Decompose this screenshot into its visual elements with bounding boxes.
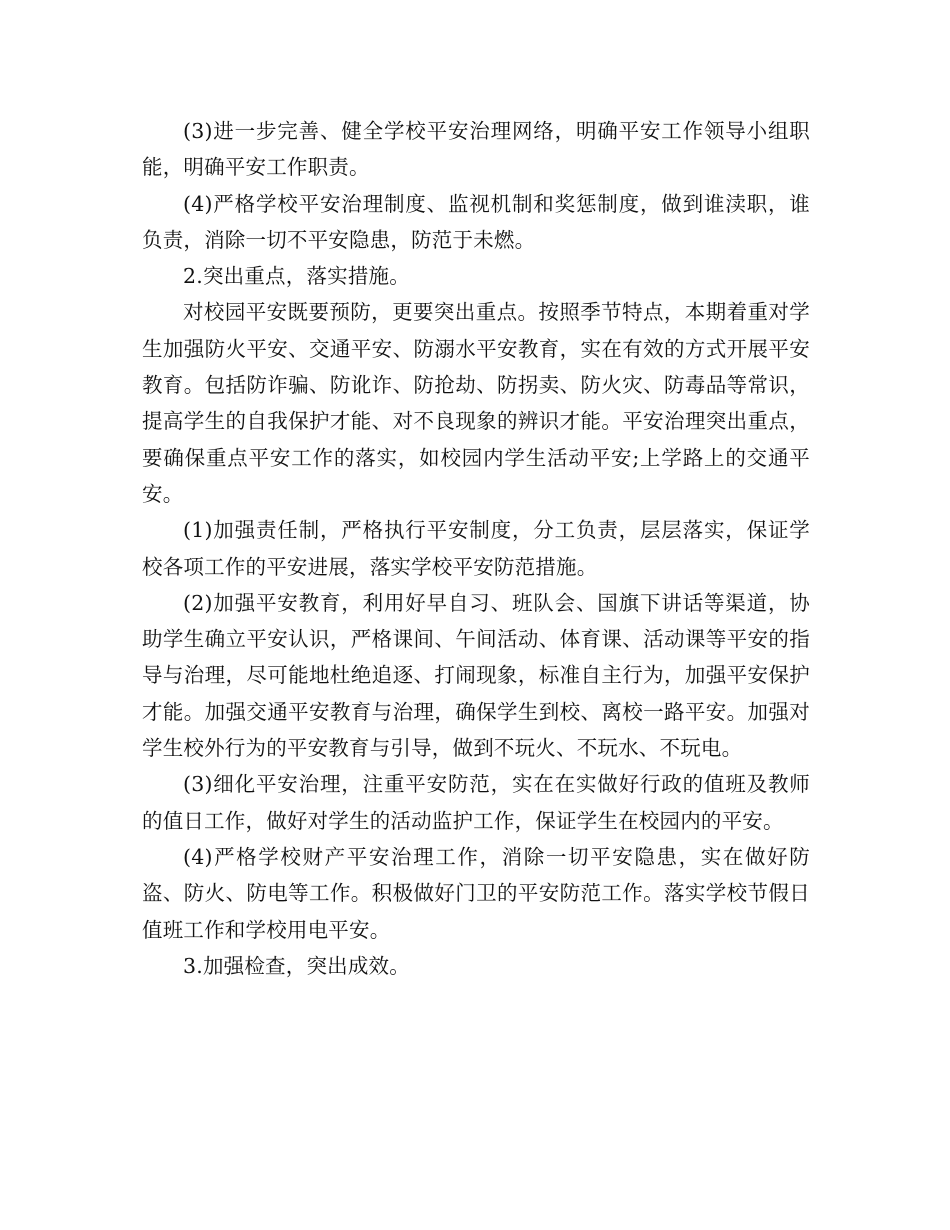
paragraph-item-4-property: (4)严格学校财产平安治理工作，消除一切平安隐患，实在做好防盗、防火、防电等工作。积极做好门卫的平安防范工作。落实学校节假日值班工作和学校用电平安。 [142,844,810,942]
section-heading-3: 3.加强检查，突出成效。 [183,953,410,978]
paragraph-item-2-education: (2)加强平安教育，利用好早自习、班队会、国旗下讲话等渠道，协助学生确立平安认识，严格课间、午间活动、体育课、活动课等平安的指导与治理，尽可能地杜绝追逐、打闹现象，标准自主行为，加强平安保护才能。加强交通平安教育与治理，确保学生到校、离校一路平安。加强对学生校外行为的平安教育与引导，做到不玩火、不玩水、不玩电。 [142,590,810,761]
paragraph-item-3-management: (3)细化平安治理，注重平安防范，实在在实做好行政的值班及教师的值日工作，做好对学生的活动监护工作，保证学生在校园内的平安。 [142,772,810,833]
paragraph-item-4-system: (4)严格学校平安治理制度、监视机制和奖惩制度，做到谁渎职，谁负责，消除一切不平安隐患，防范于未燃。 [142,191,810,252]
paragraph-item-1-responsibility: (1)加强责任制，严格执行平安制度，分工负责，层层落实，保证学校各项工作的平安进展，落实学校平安防范措施。 [142,518,810,579]
document-body [142,113,810,984]
paragraph-campus-safety: 对校园平安既要预防，更要突出重点。按照季节特点，本期着重对学生加强防火平安、交通平安、防溺水平安教育，实在有效的方式开展平安教育。包括防诈骗、防讹诈、防抢劫、防拐卖、防火灾、防毒品等常识，提高学生的自我保护才能、对不良现象的辨识才能。平安治理突出重点，要确保重点平安工作的落实，如校园内学生活动平安;上学路上的交通平安。 [142,300,810,506]
paragraph-item-3-network: (3)进一步完善、健全学校平安治理网络，明确平安工作领导小组职能，明确平安工作职责。 [142,119,810,180]
section-heading-2: 2.突出重点，落实措施。 [183,264,410,289]
